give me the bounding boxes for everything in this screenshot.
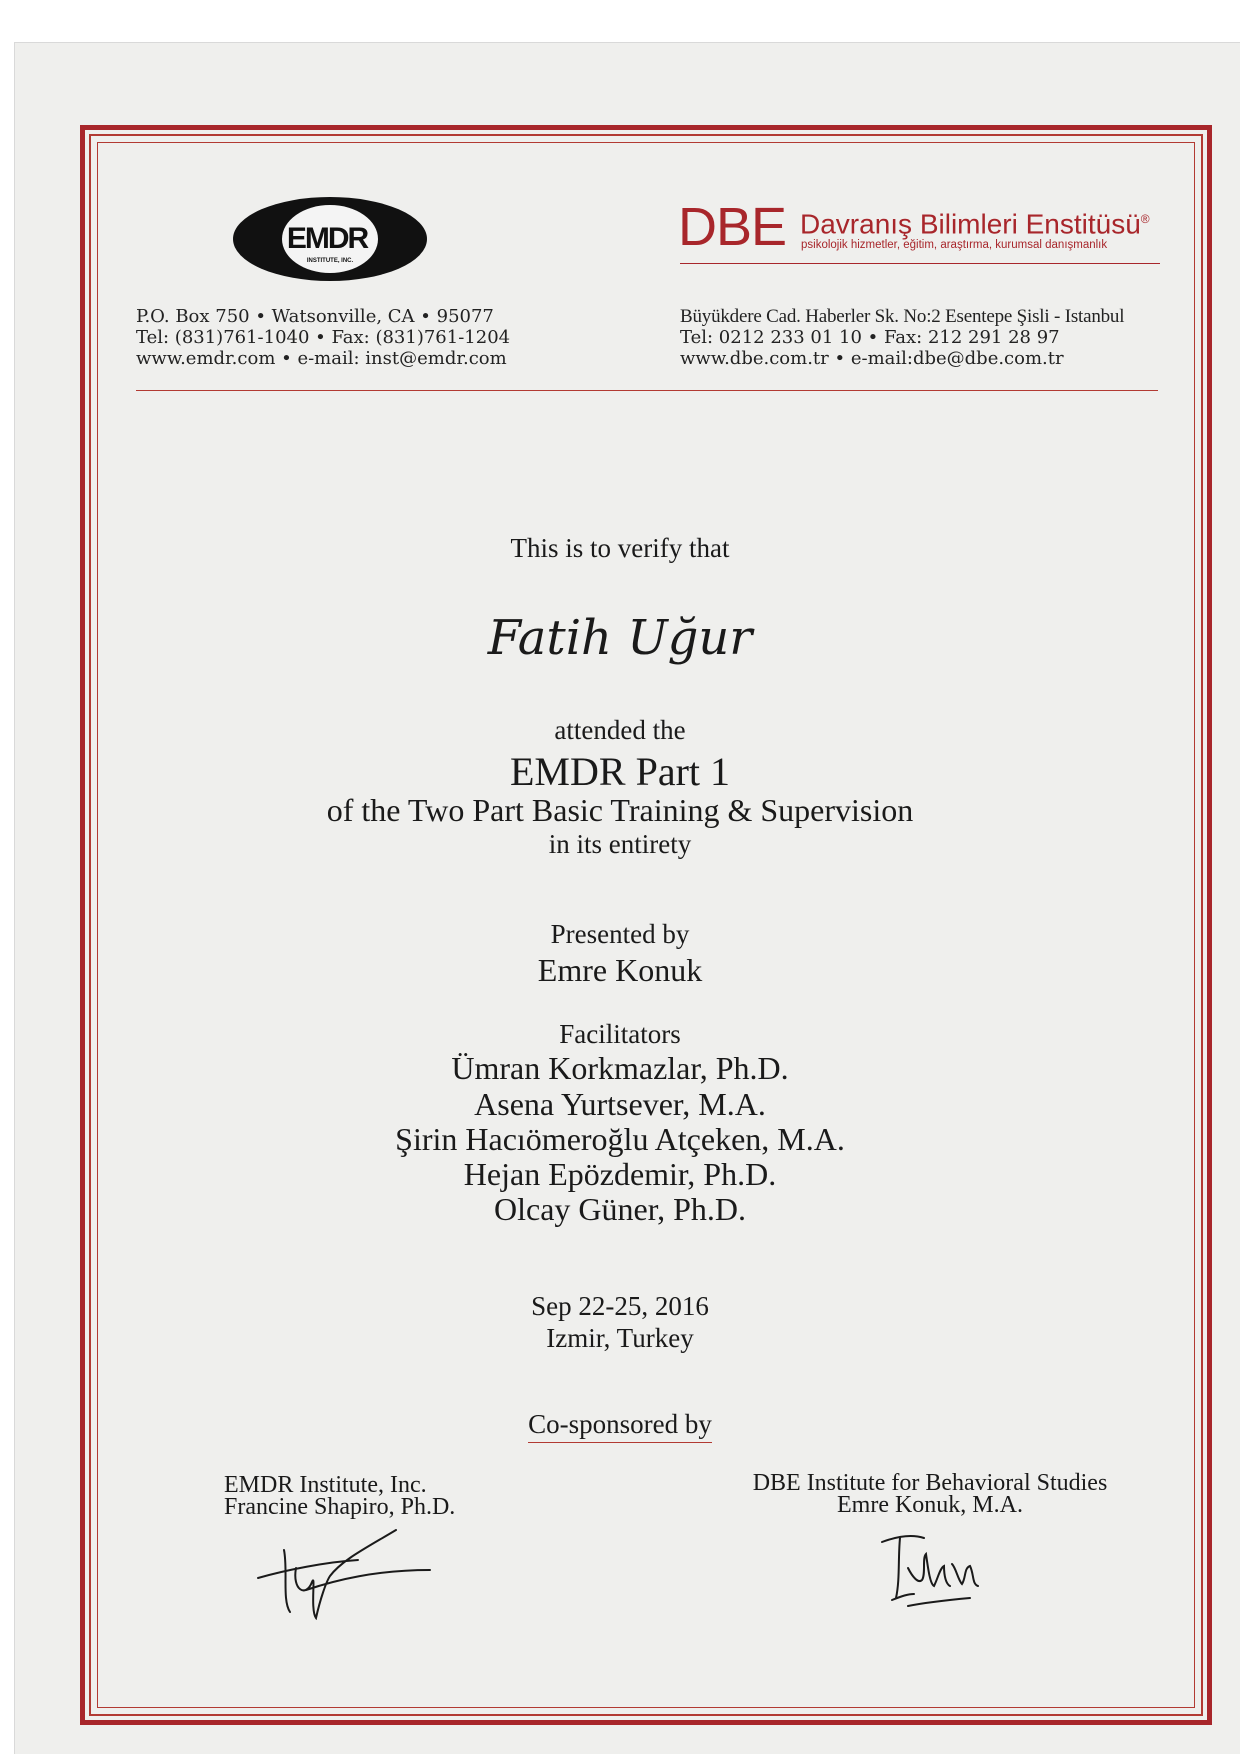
- signatory-left: [224, 1474, 455, 1518]
- dbe-logo-rule: [680, 263, 1160, 264]
- recipient-name: [440, 596, 800, 676]
- signatory-right: [730, 1472, 1130, 1516]
- right-signatory-person: Emre Konuk, M.A.: [837, 1492, 1023, 1518]
- cosponsored-by: [0, 1408, 1240, 1440]
- dbe-logo-tagline: psikolojik hizmetler, eğitim, araştırma, kurumsal danışmanlık: [801, 239, 1108, 251]
- emdr-web-email: www.emdr.com • e-mail: inst@emdr.com: [136, 348, 507, 369]
- dbe-name-text: Davranış Bilimleri Enstitüsü: [800, 208, 1141, 240]
- dbe-phone-fax: Tel: 0212 233 01 10 • Fax: 212 291 28 97: [680, 327, 1060, 348]
- header-divider: [136, 390, 1158, 391]
- emdr-address: P.O. Box 750 • Watsonville, CA • 95077: [136, 306, 494, 327]
- facilitator-4: Hejan Epözdemir, Ph.D.: [463, 1156, 777, 1192]
- registered-mark: ®: [1140, 212, 1150, 226]
- dbe-logo-mark: DBE: [678, 197, 787, 257]
- dbe-address: Büyükdere Cad. Haberler Sk. No:2 Esentepe Şisli - Istanbul: [680, 306, 1125, 327]
- cosponsored-label: Co-sponsored by: [528, 1409, 712, 1443]
- dbe-contact: [680, 306, 1166, 369]
- signature-konuk: [878, 1528, 998, 1608]
- emdr-institute-logo: [232, 196, 428, 282]
- emdr-phone-fax: Tel: (831)761-1040 • Fax: (831)761-1204: [136, 327, 511, 348]
- emdr-logo-text: EMDR: [286, 222, 368, 255]
- right-signatory-org: DBE Institute for Behavioral Studies: [752, 1470, 1108, 1496]
- dbe-web-email: www.dbe.com.tr • e-mail:dbe@dbe.com.tr: [680, 348, 1064, 369]
- signature-shapiro: [246, 1520, 436, 1620]
- presented-by-label: Presented by: [550, 919, 690, 949]
- recipient-name-text: Fatih Uğur: [487, 610, 753, 666]
- event-location: Izmir, Turkey: [546, 1323, 694, 1353]
- dbe-logo-name: [800, 203, 1150, 240]
- facilitators-label: Facilitators: [559, 1019, 681, 1049]
- facilitator-1: Ümran Korkmazlar, Ph.D.: [451, 1050, 789, 1086]
- facilitator-5: Olcay Güner, Ph.D.: [494, 1191, 746, 1227]
- verify-text: This is to verify that: [510, 533, 730, 563]
- event-date: Sep 22-25, 2016: [531, 1291, 709, 1321]
- course-subtitle: of the Two Part Basic Training & Supervision: [326, 792, 914, 828]
- left-signatory-person: Francine Shapiro, Ph.D.: [224, 1494, 456, 1520]
- emdr-logo-subtext: INSTITUTE, INC.: [306, 258, 354, 264]
- emdr-contact: [136, 306, 556, 369]
- presenter-name: Emre Konuk: [537, 952, 703, 988]
- attended-text: attended the: [554, 715, 686, 745]
- facilitator-2: Asena Yurtsever, M.A.: [474, 1086, 766, 1122]
- entirety-text: in its entirety: [548, 829, 692, 859]
- left-signatory-org: EMDR Institute, Inc.: [224, 1472, 427, 1498]
- course-title: EMDR Part 1: [510, 749, 730, 794]
- facilitator-3: Şirin Hacıömeroğlu Atçeken, M.A.: [395, 1121, 845, 1157]
